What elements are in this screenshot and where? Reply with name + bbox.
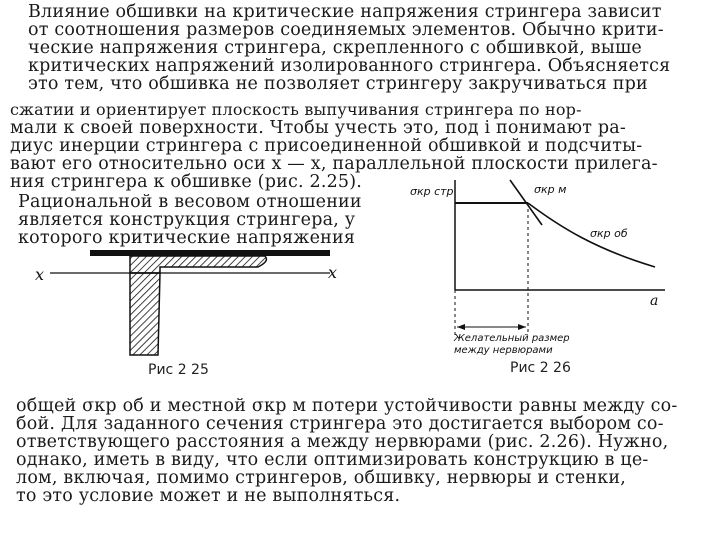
arrow-head-right — [518, 324, 526, 330]
text-line: лом, включая, помимо стрингеров, обшивку, нервюры и стенки, — [16, 468, 627, 488]
text-line: то это условие может и не выполняться. — [16, 486, 401, 506]
curve-general-label: σкр об — [590, 227, 628, 240]
curve-local-label: σкр м — [534, 183, 567, 196]
figure-2-26-caption: Рис 2 26 — [510, 360, 571, 376]
stringer-flange — [130, 256, 266, 273]
figure-2-26-graph — [410, 175, 710, 365]
text-line: критических напряжений изолированного стрингера. Объясняется — [28, 56, 671, 76]
text-line: однако, иметь в виду, что если оптимизировать конструкцию в це- — [16, 450, 649, 470]
text-line: диус инерции стрингера с присоединенной обшивкой и подсчиты- — [10, 136, 643, 156]
stringer-web — [130, 273, 160, 355]
text-line: общей σкр об и местной σкр м потери устойчивости равны между со- — [16, 396, 678, 416]
text-line: является конструкция стрингера, у — [18, 210, 356, 230]
text-line: сжатии и ориентирует плоскость выпучивания стрингера по нор- — [10, 100, 582, 119]
x-axis-label: a — [650, 293, 659, 309]
text-line: от соотношения размеров соединяемых элементов. Обычно крити- — [28, 20, 664, 40]
skin-plate — [90, 250, 330, 256]
text-line: это тем, что обшивка не позволяет стрингеру закручиваться при — [28, 74, 648, 94]
text-line: ния стрингера к обшивке (рис. 2.25). — [10, 172, 363, 192]
text-line: мали к своей поверхности. Чтобы учесть это, под i понимают ра- — [10, 118, 627, 138]
text-line: ответствующего расстояния a между нервюрами (рис. 2.26). Нужно, — [16, 432, 669, 452]
figure-2-25-stringer-section — [30, 245, 360, 375]
text-line: вают его относительно оси x — x, параллельной плоскости прилега- — [10, 154, 658, 174]
figure-2-25-caption: Рис 2 25 — [148, 362, 209, 378]
text-line: бой. Для заданного сечения стрингера это достигается выбором со- — [16, 414, 664, 434]
axis-x-left-label: x — [35, 265, 45, 284]
arrow-head-left — [457, 324, 465, 330]
dimension-note-line-1: Желательный размер — [454, 333, 570, 344]
text-line: Влияние обшивки на критические напряжения стрингера зависит — [28, 2, 662, 22]
text-line: которого критические напряжения — [18, 228, 356, 248]
axis-x-right-label: x — [328, 263, 338, 282]
y-axis-label: σкр стр — [410, 185, 454, 198]
dimension-note-line-2: между нервюрами — [454, 345, 553, 356]
text-line: ческие напряжения стрингера, скрепленного с обшивкой, выше — [28, 38, 642, 58]
text-line: Рациональной в весовом отношении — [18, 192, 362, 212]
